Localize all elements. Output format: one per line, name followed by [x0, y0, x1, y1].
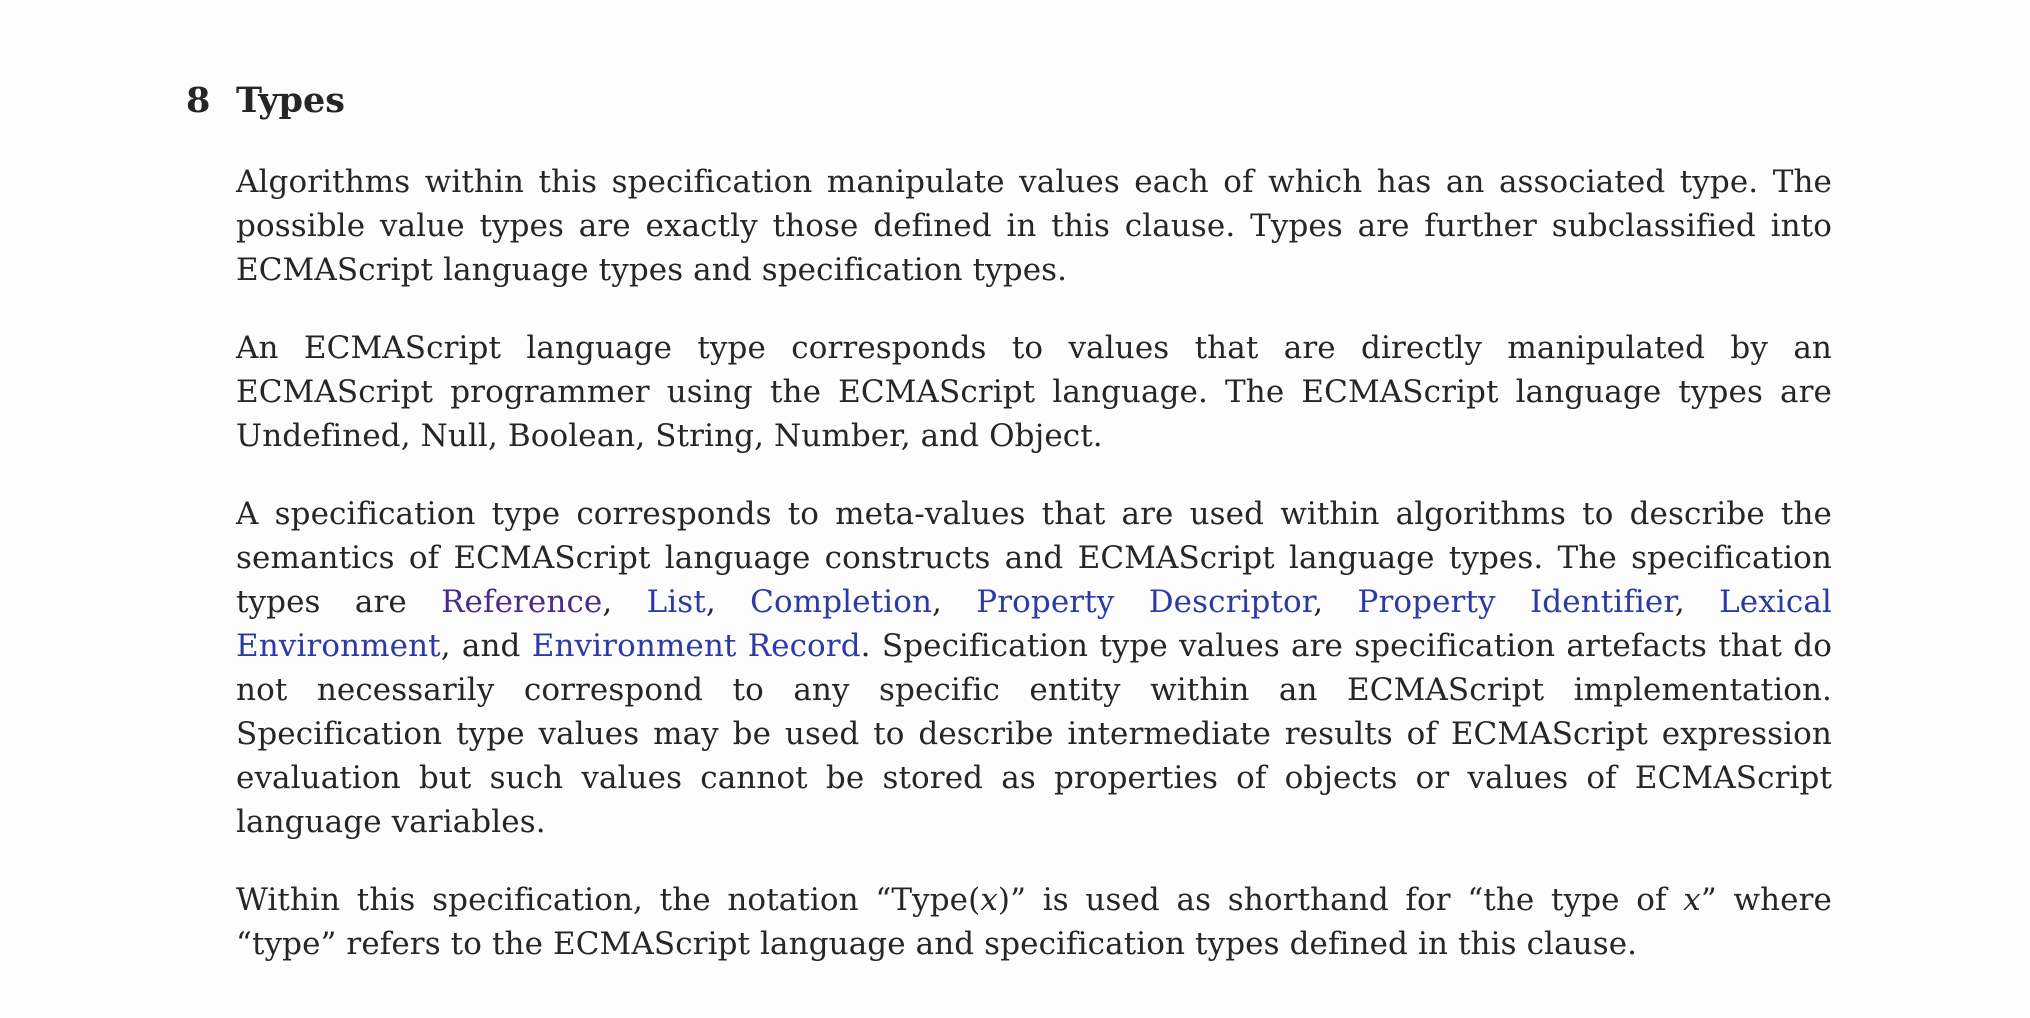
section-body [236, 160, 1832, 966]
section-number: 8 [186, 80, 211, 121]
separator: , [705, 584, 751, 620]
section-types [186, 76, 1836, 1000]
paragraph-3 [236, 492, 1832, 844]
link-list[interactable]: List [646, 584, 706, 620]
link-lexical-environment[interactable]: Lexical Environment [236, 584, 1832, 664]
paragraph-4-part1: Within this specification, the notation “Type( [236, 882, 981, 918]
link-property-descriptor[interactable]: Property Descriptor [976, 584, 1314, 620]
separator: , [932, 584, 977, 620]
paragraph-3-outro: . Specification type values are specification artefacts that do not necessarily correspond to any specific entity within an ECMAScript implementation. Specification type values may be used to describe intermediate results of ECMAScript expression evaluation but such values cannot be stored as properties of objects or values of ECMAScript language variables. [236, 628, 1832, 840]
paragraph-3-intro: A specification type corresponds to meta-values that are used within algorithms to describe the semantics of ECMAScript language constructs and ECMAScript language types. The specification types are [236, 496, 1832, 620]
link-property-identifier[interactable]: Property Identifier [1357, 584, 1675, 620]
link-reference[interactable]: Reference [441, 584, 603, 620]
link-completion[interactable]: Completion [750, 584, 933, 620]
paragraph-2: An ECMAScript language type corresponds to values that are directly manipulated by an ECMAScript programmer using the ECMAScript language. The ECMAScript language types are Undefined, Null, Boolean, String, Number, and Object. [236, 330, 1832, 454]
paragraph-1: Algorithms within this specification manipulate values each of which has an associated type. The possible value types are exactly those defined in this clause. Types are further subclassified into ECMAScript language types and specification types. [236, 164, 1832, 288]
separator: , [602, 584, 647, 620]
section-heading [186, 76, 1836, 126]
variable-x: x [1683, 882, 1701, 918]
separator: , [1313, 584, 1358, 620]
separator: , [1674, 584, 1720, 620]
paragraph-4-part2: )” is used as shorthand for “the type of [997, 882, 1684, 918]
variable-x: x [980, 882, 998, 918]
link-environment-record[interactable]: Environment Record [531, 628, 861, 664]
paragraph-4-part3: ” where “type” refers to the ECMAScript language and specification types defined in this clause. [236, 882, 1832, 962]
separator-and: , and [440, 628, 532, 664]
section-title: Types [236, 80, 345, 121]
paragraph-4 [236, 878, 1832, 966]
